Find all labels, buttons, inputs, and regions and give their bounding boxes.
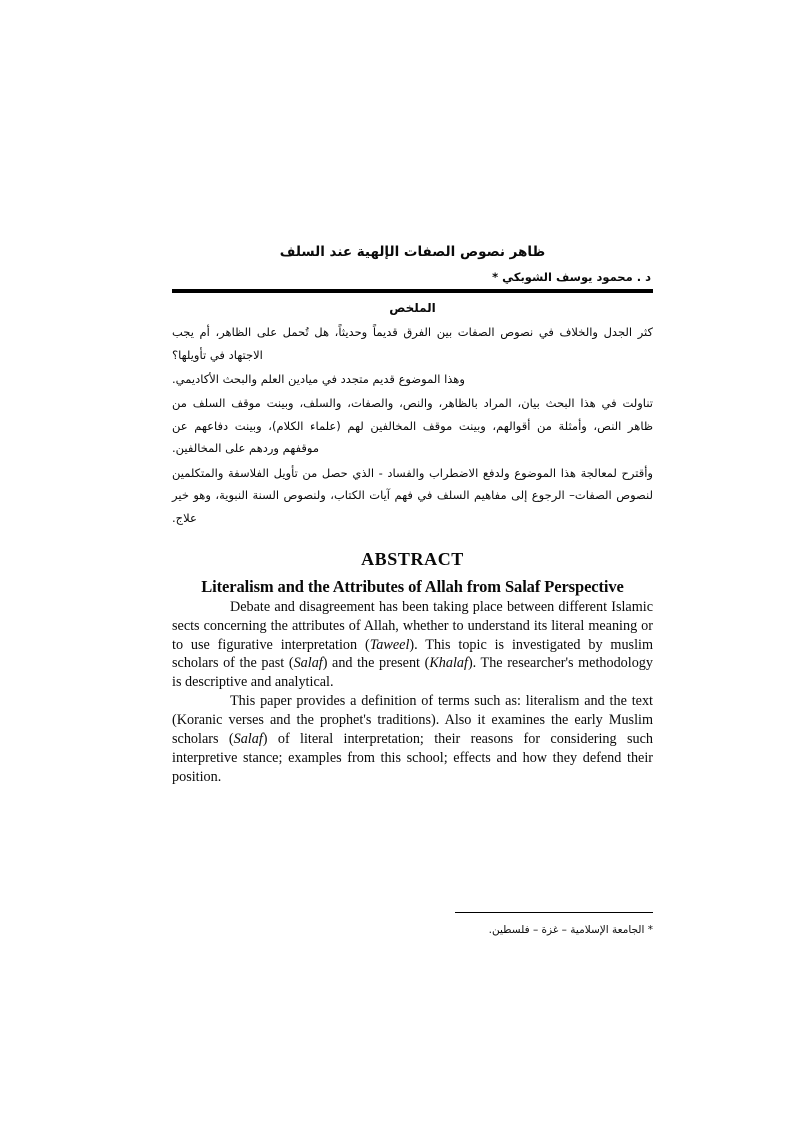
page-title-arabic: ظاهر نصوص الصفات الإلهية عند السلف bbox=[279, 244, 546, 260]
abstract-paragraph-ar: وهذا الموضوع قديم متجدد في ميادين العلم والبحث الأكاديمي. bbox=[172, 372, 465, 386]
footnote-area bbox=[455, 912, 653, 938]
page-content bbox=[172, 243, 653, 787]
abstract-paragraph-en: Debate and disagreement has been taking place between different Islamic sects concerning the attributes of Allah, whether to understand its literal meaning or to use figurative interpretation (Taweel). This topic is investigated by muslim scholars of the past (Salaf) and the present (Khalaf). The researcher's methodology is descriptive and analytical. bbox=[172, 598, 653, 691]
abstract-body-english bbox=[172, 598, 653, 787]
author-byline-arabic: د . محمود يوسف الشوبكي * bbox=[492, 270, 651, 285]
abstract-body-arabic bbox=[172, 321, 653, 529]
header-divider-rule bbox=[172, 289, 653, 293]
footnote-divider-rule bbox=[455, 912, 653, 913]
page-title-english: Literalism and the Attributes of Allah from Salaf Perspective bbox=[201, 576, 624, 596]
abstract-paragraph-ar: وأقترح لمعالجة هذا الموضوع ولدفع الاضطراب والفساد - الذي حصل من تأويل الفلاسفة والمتكلمين لنصوص الصفات– الرجوع إلى مفاهيم السلف في فهم آيات الكتاب، ولنصوص السنة النبوية، وهو خير علاج. bbox=[172, 465, 653, 525]
footnote-affiliation: * الجامعة الإسلامية – غزة – فلسطين. bbox=[488, 924, 653, 936]
abstract-heading-english: ABSTRACT bbox=[361, 548, 464, 569]
abstract-heading-arabic: الملخص bbox=[389, 301, 436, 316]
abstract-paragraph-ar: تناولت في هذا البحث بيان، المراد بالظاهر، والنص، والصفات، والسلف، وبينت موقف السلف من ظاهر النص، وأمثلة من أقوالهم، وبينت موقف المخالفين لهم (علماء الكلام)، وبينت دفاعهم عن موقفهم وردهم على المخالفين. bbox=[172, 396, 653, 456]
abstract-paragraph-ar: كثر الجدل والخلاف في نصوص الصفات بين الفرق قديماً وحديثاً، هل تُحمل على الظاهر، أم يجب الاجتهاد في تأويلها؟ bbox=[172, 325, 653, 362]
abstract-paragraph-en: This paper provides a definition of terms such as: literalism and the text (Koranic verses and the prophet's traditions). Also it examines the early Muslim scholars (Salaf) of literal interpretation; their reasons for considering such interpretive stance; examples from this school; effects and how they defend their position. bbox=[172, 693, 653, 785]
